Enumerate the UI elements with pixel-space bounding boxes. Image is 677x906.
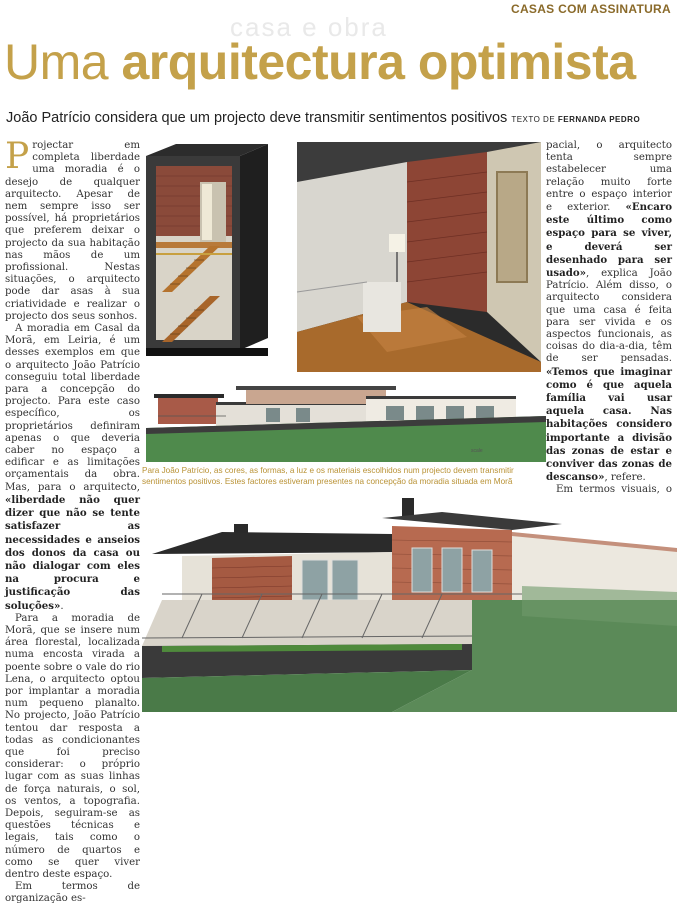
paragraph-2-text: A moradia em Casal da Morã, em Leiria, é um desses exemplos em que o arquitecto João Patrício conseguiu total liberdade para a concepção do projecto. Para este caso específico, os proprietários definiram apenas o que deveria caber no espaço a edificar e as limitações orçamentais da obra. Mas, para o arquitecto, — [5, 323, 140, 493]
paragraph-5-end: , refere. — [604, 472, 646, 484]
elevation-render — [146, 376, 546, 462]
article-column-right — [546, 140, 672, 496]
paragraph-6-text: Em termos visuais, o — [556, 484, 672, 496]
drop-cap: P — [5, 136, 30, 177]
paragraph-1-text: rojectar em completa liberdade uma moradia é o desejo de qualquer arquitecto. Apesar de nem sempre isso ser possível, há proprietários que preferem deixar o projecto da sua habitação nas mãos de um profissional. Nestas situações, o arquitecto pode dar asas à sua criatividade e realizar o projecto dos seus sonhos. — [5, 140, 140, 322]
credit-label: TEXTO DE — [511, 115, 556, 124]
interior-living-render — [297, 142, 541, 372]
stair-section-render — [140, 142, 292, 364]
paragraph-3: Para a moradia de Morã, que se insere num área florestal, localizada numa encosta virada a poente sobre o vale do rio Lena, o arquitecto optou por implantar a moradia num pequeno planalto. No projecto, João Patrício tentou dar resposta a todas as condicionantes que foi preciso considerar: o próprio lugar com as suas linhas de força naturais, o sol, os ventos, a topografia. Depois, seguiram-se as questões técnicas e legais, tais como o número de quartos e como se quer viver dentro deste espaço. — [5, 612, 140, 880]
paragraph-4: Em termos de organização es- — [5, 881, 140, 905]
paragraph-5-quote: «Encaro este último como espaço para se viver, e deverá ser desenhado para ser usado» — [546, 201, 672, 280]
svg-text:scale: scale — [471, 448, 483, 454]
paragraph-5-mid: , explica João Patrício. Além disso, o arquitecto considera que uma casa é feita para ser vivida e os aspectos funcionais, as coisas do dia-a-dia, têm de ser pensadas. — [546, 268, 672, 365]
headline-light: Uma — [4, 34, 122, 90]
paragraph-2-quote: «liberdade não quer dizer que não se tente satisfazer as necessidades e anseios dos donos da casa ou não dialogar com eles na procura e justificação das soluções» — [5, 493, 140, 612]
paragraph-5-quote-2: «Temos que imaginar como é que aquela família vai usar aquela casa. Nas habitações considero importante a divisão das zonas de estar e conviver das zonas de descanso» — [546, 365, 672, 484]
exterior-house-render — [142, 496, 677, 712]
credit-author: FERNANDA PEDRO — [557, 115, 641, 124]
paragraph-2-end: . — [60, 600, 64, 612]
section-tag: CASAS COM ASSINATURA — [510, 2, 671, 16]
subtitle-text: João Patrício considera que um projecto deve transmitir sentimentos positivos — [6, 110, 508, 126]
image-caption: Para João Patrício, as cores, as formas, a luz e os materiais escolhidos num projecto devem transmitir sentimentos positivos. Estes factores estiveram presentes na concepção da moradia situada em Morã — [142, 466, 514, 486]
headline — [4, 34, 672, 90]
paragraph-5-text: pacial, o arquitecto tenta sempre estabelecer uma relação muito forte entre o espaço interior e exterior. — [546, 140, 672, 214]
paragraph-2 — [5, 323, 140, 613]
author-credit — [511, 115, 640, 124]
headline-bold: arquitectura optimista — [121, 34, 636, 90]
subtitle — [6, 110, 674, 126]
paragraph-1 — [5, 136, 140, 323]
paragraph-5 — [546, 140, 672, 484]
article-column-left — [5, 136, 140, 905]
background-watermark-text: casa e obra — [230, 12, 388, 42]
